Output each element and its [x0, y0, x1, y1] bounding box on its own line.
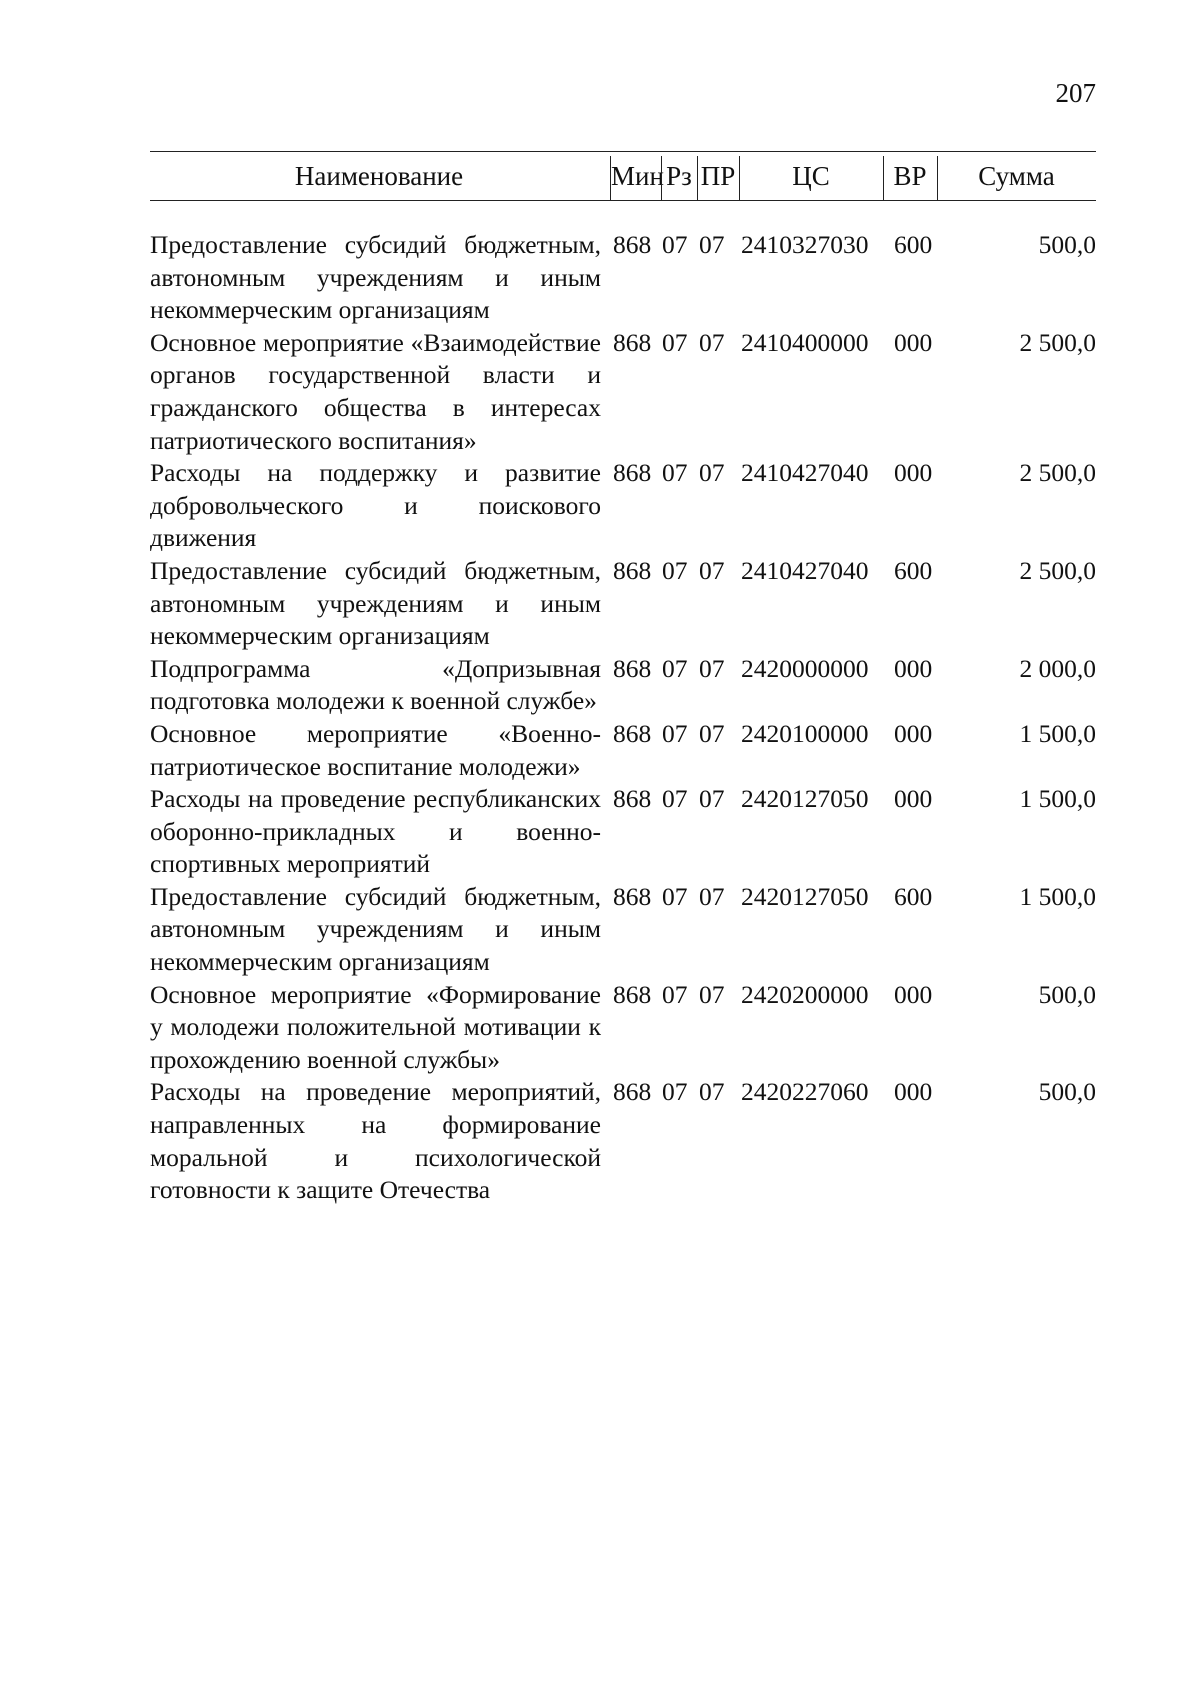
row-cs: 2420127050 [741, 881, 869, 911]
row-pr: 07 [699, 881, 725, 911]
table-row [150, 783, 1100, 881]
row-sum: 2 500,0 [1019, 555, 1096, 585]
table-body [150, 229, 1100, 1207]
row-cs: 2420000000 [741, 653, 869, 683]
row-vr: 000 [894, 458, 933, 488]
row-rz: 07 [662, 653, 688, 683]
row-rz: 07 [662, 979, 688, 1009]
row-cs: 2420100000 [741, 718, 869, 748]
row-vr: 000 [894, 653, 933, 683]
header-sum: Сумма [978, 161, 1055, 191]
row-cs: 2410427040 [741, 458, 869, 488]
row-name: Основное мероприятие «Взаимодействие органов государственной власти и гражданского общества в интересах патриотического воспитания» [150, 327, 601, 455]
row-vr: 600 [894, 881, 933, 911]
header-vr: ВР [893, 161, 927, 191]
row-sum: 1 500,0 [1019, 881, 1096, 911]
row-min: 868 [613, 784, 652, 814]
row-cs: 2410327030 [741, 230, 869, 259]
row-vr: 600 [894, 555, 933, 585]
table-row [150, 1076, 1100, 1206]
row-min: 868 [613, 979, 652, 1009]
row-rz: 07 [662, 718, 688, 748]
row-vr: 000 [894, 979, 933, 1009]
table-row [150, 457, 1100, 555]
row-rz: 07 [662, 1077, 688, 1107]
row-rz: 07 [662, 458, 688, 488]
row-cs: 2420127050 [741, 784, 869, 814]
row-min: 868 [613, 555, 652, 585]
row-name: Подпрограмма «Допризывная подготовка молодежи к военной службе» [150, 653, 601, 716]
page-number: 207 [1055, 78, 1096, 108]
row-pr: 07 [699, 458, 725, 488]
row-pr: 07 [699, 327, 725, 357]
header-rz: Рз [666, 161, 692, 191]
row-name: Предоставление субсидий бюджетным, автономным учреждениям и иным некоммерческим организациям [150, 555, 601, 651]
row-name: Предоставление субсидий бюджетным, автономным учреждениям и иным некоммерческим организациям [150, 230, 601, 325]
row-min: 868 [613, 458, 652, 488]
row-sum: 1 500,0 [1019, 784, 1096, 814]
header-min: Мин [611, 161, 664, 191]
row-cs: 2420200000 [741, 979, 869, 1009]
row-name: Основное мероприятие «Формирование у молодежи положительной мотивации к прохождению военной службы» [150, 979, 601, 1074]
row-min: 868 [613, 230, 652, 259]
row-cs: 2410400000 [741, 327, 869, 357]
table-row [150, 979, 1100, 1077]
table-row [150, 881, 1100, 979]
row-name: Расходы на проведение мероприятий, направленных на формирование моральной и психологической готовности к защите Отечества [150, 1077, 601, 1205]
row-rz: 07 [662, 881, 688, 911]
table-row [150, 718, 1100, 783]
row-cs: 2410427040 [741, 555, 869, 585]
table-row [150, 229, 1100, 327]
row-pr: 07 [699, 718, 725, 748]
row-sum: 2 500,0 [1019, 327, 1096, 357]
header-cs: ЦС [792, 161, 830, 191]
row-name: Расходы на проведение республиканских оборонно-прикладных и военно-спортивных мероприятий [150, 784, 601, 879]
row-rz: 07 [662, 555, 688, 585]
row-cs: 2420227060 [741, 1077, 869, 1107]
row-pr: 07 [699, 979, 725, 1009]
table-row [150, 653, 1100, 718]
row-rz: 07 [662, 784, 688, 814]
row-sum: 1 500,0 [1019, 718, 1096, 748]
row-min: 868 [613, 1077, 652, 1107]
row-pr: 07 [699, 1077, 725, 1107]
row-rz: 07 [662, 327, 688, 357]
header-pr: ПР [700, 161, 736, 191]
row-pr: 07 [699, 784, 725, 814]
row-vr: 000 [894, 718, 933, 748]
row-vr: 000 [894, 1077, 933, 1107]
row-sum: 500,0 [1038, 1077, 1096, 1107]
row-name: Расходы на поддержку и развитие добровольческого и поискового движения [150, 458, 601, 553]
row-vr: 000 [894, 327, 933, 357]
row-sum: 2 000,0 [1019, 653, 1096, 683]
row-vr: 000 [894, 784, 933, 814]
row-sum: 2 500,0 [1019, 458, 1096, 488]
row-min: 868 [613, 653, 652, 683]
row-min: 868 [613, 327, 652, 357]
table-header [150, 151, 1096, 201]
row-name: Предоставление субсидий бюджетным, автономным учреждениям и иным некоммерческим организациям [150, 881, 601, 977]
row-min: 868 [613, 718, 652, 748]
row-min: 868 [613, 881, 652, 911]
row-vr: 600 [894, 230, 933, 259]
row-rz: 07 [662, 230, 688, 259]
table-row [150, 555, 1100, 653]
header-name: Наименование [294, 161, 464, 191]
row-sum: 500,0 [1038, 230, 1096, 259]
table-row [150, 327, 1100, 457]
row-pr: 07 [699, 230, 725, 259]
row-name: Основное мероприятие «Военно-патриотическое воспитание молодежи» [150, 718, 601, 781]
row-pr: 07 [699, 555, 725, 585]
row-sum: 500,0 [1038, 979, 1096, 1009]
row-pr: 07 [699, 653, 725, 683]
